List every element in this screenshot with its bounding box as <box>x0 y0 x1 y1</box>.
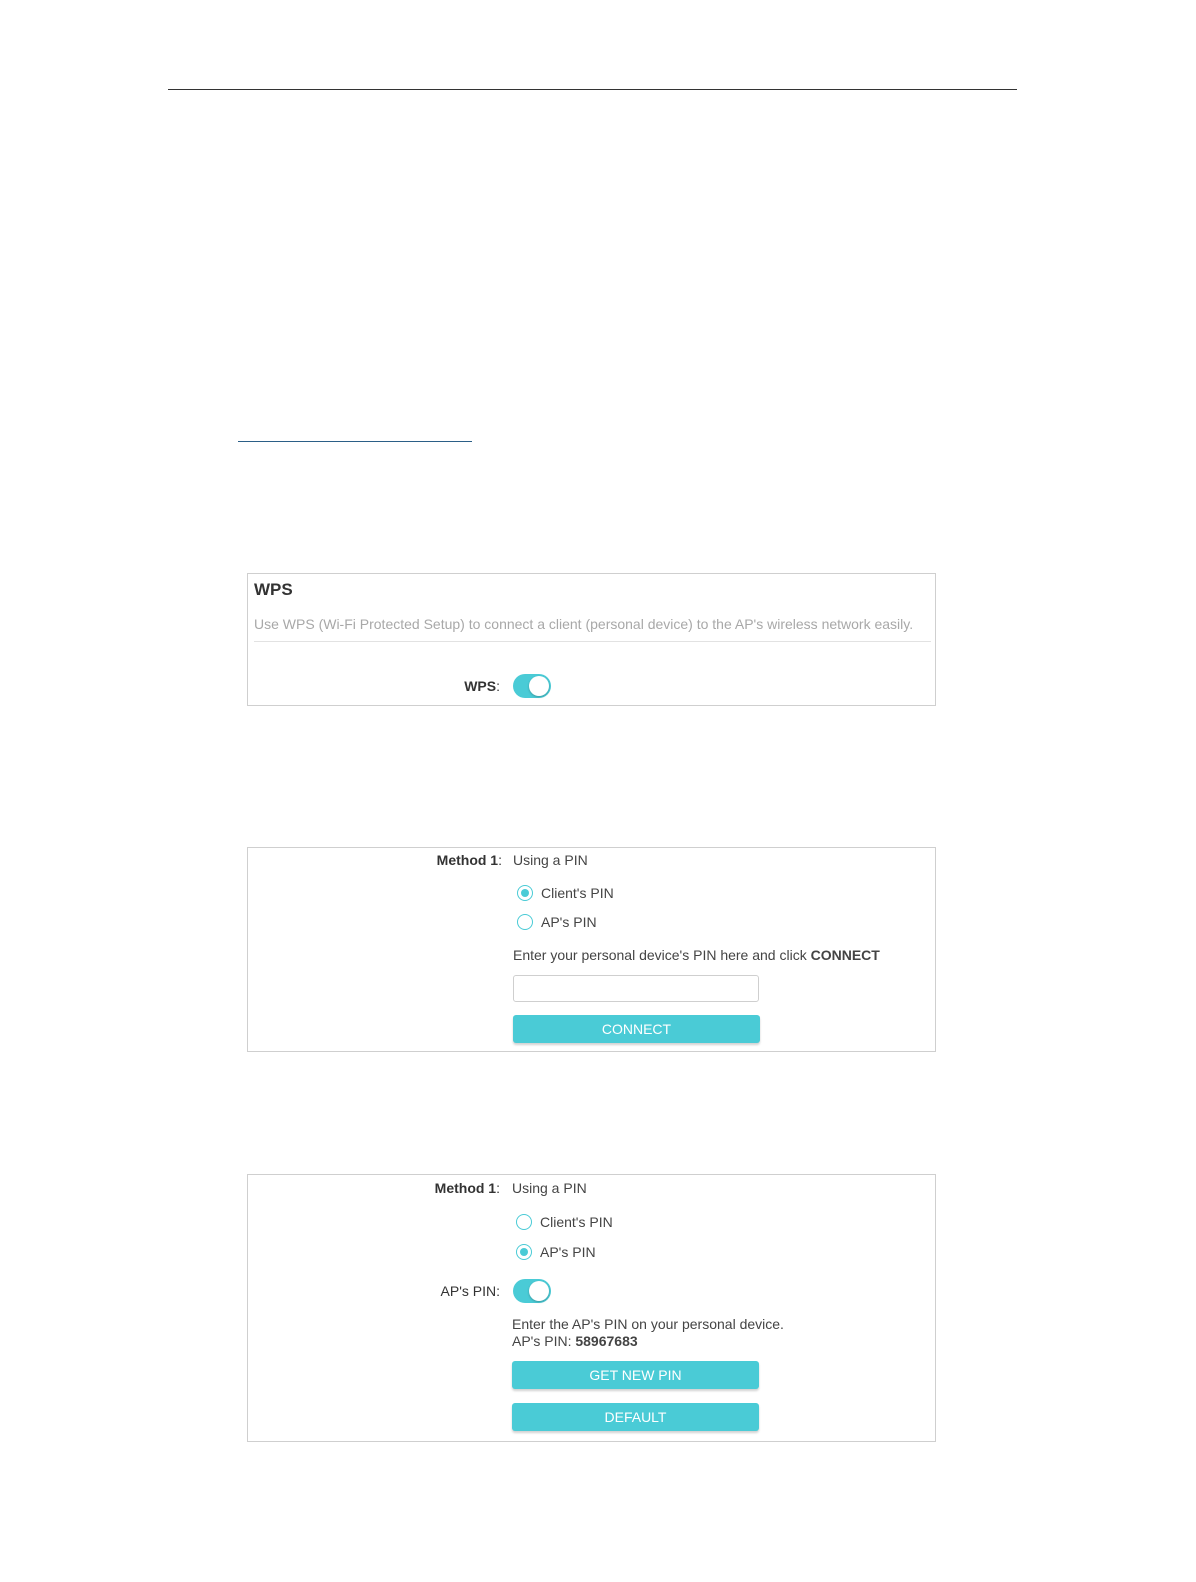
panel-title: WPS <box>254 580 293 599</box>
get-new-pin-button[interactable]: GET NEW PIN <box>512 1361 759 1389</box>
toggle-knob <box>529 1281 549 1301</box>
panel-divider <box>254 641 931 642</box>
method-value: Using a PIN <box>513 852 588 868</box>
method-label: Method 1: <box>434 1180 500 1196</box>
radio-aps-pin[interactable] <box>516 1244 532 1260</box>
radio-aps-pin-label[interactable]: AP's PIN <box>541 914 597 930</box>
ap-pin-value: 58967683 <box>575 1333 638 1349</box>
aps-pin-toggle-label: AP's PIN: <box>440 1283 500 1299</box>
link-underline <box>238 441 472 442</box>
pin-instruction: Enter your personal device's PIN here and click CONNECT <box>513 947 880 963</box>
method-ap-pin-panel <box>247 1174 936 1442</box>
method-label: Method 1: <box>436 852 502 868</box>
wps-toggle-label: WPS: <box>464 678 500 694</box>
radio-clients-pin[interactable] <box>516 1214 532 1230</box>
wps-panel <box>247 573 936 706</box>
header-divider <box>168 89 1017 90</box>
aps-pin-toggle[interactable] <box>513 1279 551 1303</box>
panel-description: Use WPS (Wi-Fi Protected Setup) to connect a client (personal device) to the AP's wireless network easily. <box>254 616 914 632</box>
radio-clients-pin-label[interactable]: Client's PIN <box>541 885 614 901</box>
radio-aps-pin-label[interactable]: AP's PIN <box>540 1244 596 1260</box>
ap-pin-display: AP's PIN: 58967683 <box>512 1333 638 1349</box>
radio-clients-pin-label[interactable]: Client's PIN <box>540 1214 613 1230</box>
wps-toggle[interactable] <box>513 674 551 698</box>
ap-pin-instruction: Enter the AP's PIN on your personal device. <box>512 1316 784 1332</box>
method-client-pin-panel <box>247 847 936 1052</box>
method-value: Using a PIN <box>512 1180 587 1196</box>
toggle-knob <box>529 676 549 696</box>
radio-clients-pin[interactable] <box>517 885 533 901</box>
client-pin-input[interactable] <box>513 975 759 1002</box>
radio-aps-pin[interactable] <box>517 914 533 930</box>
default-button[interactable]: DEFAULT <box>512 1403 759 1431</box>
connect-button[interactable]: CONNECT <box>513 1015 760 1043</box>
